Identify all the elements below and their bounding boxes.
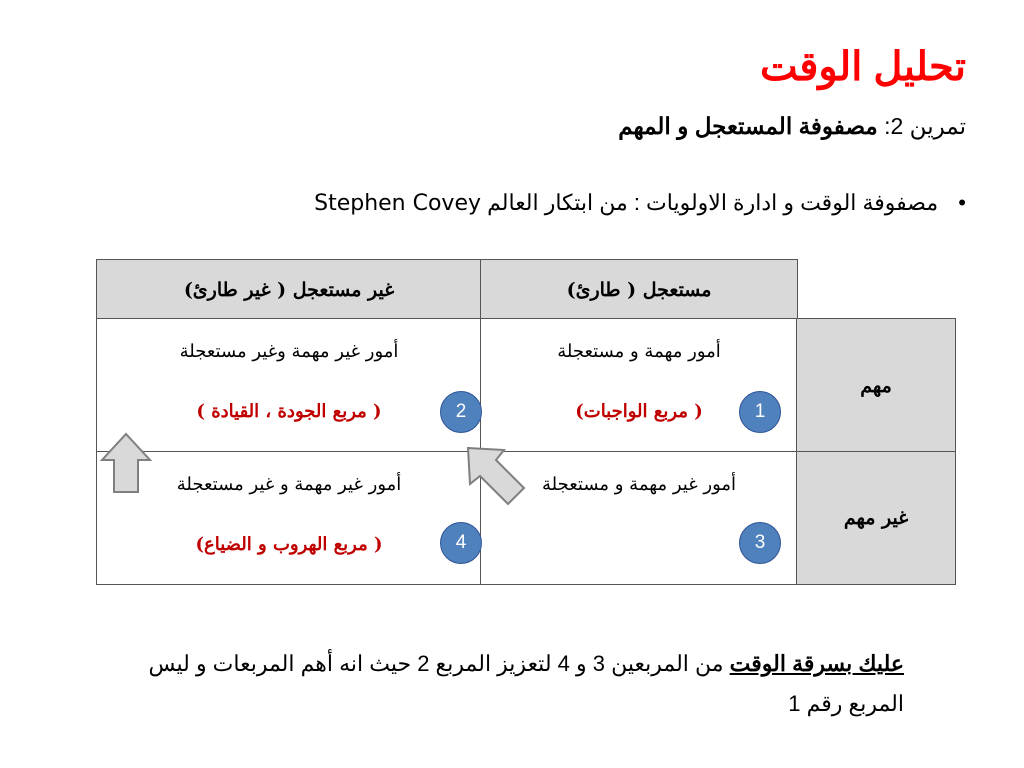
col-header-urgent-text: مستعجل ( طارئ) bbox=[566, 278, 712, 301]
footer-text: من المربعين 3 و 4 لتعزيز المربع 2 حيث انه أهم المربعات و ليس المربع رقم 1 bbox=[148, 651, 904, 716]
col-header-not-urgent bbox=[96, 259, 482, 320]
quadrant-1-number-badge: 1 bbox=[739, 391, 781, 433]
quadrant-4-number-badge: 4 bbox=[440, 522, 482, 564]
quadrant-1-text: أمور مهمة و مستعجلة bbox=[557, 341, 721, 362]
quadrant-3-number-badge: 3 bbox=[739, 522, 781, 564]
quadrant-1 bbox=[480, 318, 798, 453]
quadrant-4-label: ( مربع الهروب و الضياع) bbox=[195, 534, 383, 555]
quadrant-2-text: أمور غير مهمة وغير مستعجلة bbox=[179, 341, 399, 362]
quadrant-4-text: أمور غير مهمة و غير مستعجلة bbox=[176, 474, 402, 495]
row-header-important bbox=[796, 318, 956, 453]
row-header-not-important bbox=[796, 451, 956, 585]
row-header-not-important-text: غير مهم bbox=[843, 507, 909, 529]
bullet-text: مصفوفة الوقت و ادارة الاولويات : من ابتكار العالم bbox=[487, 190, 939, 215]
col-header-not-urgent-text: غير مستعجل ( غير طارئ) bbox=[183, 278, 395, 301]
up-left-arrow-icon bbox=[462, 442, 532, 512]
bullet-icon: • bbox=[958, 190, 966, 215]
up-left-arrow-icon bbox=[98, 430, 158, 500]
footer-note bbox=[124, 644, 904, 724]
subtitle-bold: مصفوفة المستعجل و المهم bbox=[618, 113, 878, 139]
quadrant-2-number-badge: 2 bbox=[440, 391, 482, 433]
quadrant-3-text: أمور غير مهمة و مستعجلة bbox=[541, 474, 737, 495]
subtitle-prefix: تمرين 2: bbox=[884, 113, 966, 139]
bullet-text-name: Stephen Covey bbox=[314, 191, 482, 216]
footer-emphasis: عليك بسرقة الوقت bbox=[729, 651, 904, 676]
quadrant-1-label: ( مربع الواجبات) bbox=[575, 401, 703, 422]
col-header-urgent bbox=[480, 259, 798, 320]
bullet-line bbox=[314, 190, 966, 216]
slide-title: تحليل الوقت bbox=[759, 45, 966, 89]
time-matrix bbox=[96, 259, 956, 585]
quadrant-2-label: ( مربع الجودة ، القيادة ) bbox=[196, 401, 382, 422]
slide-subtitle bbox=[618, 113, 966, 140]
row-header-important-text: مهم bbox=[860, 374, 892, 397]
